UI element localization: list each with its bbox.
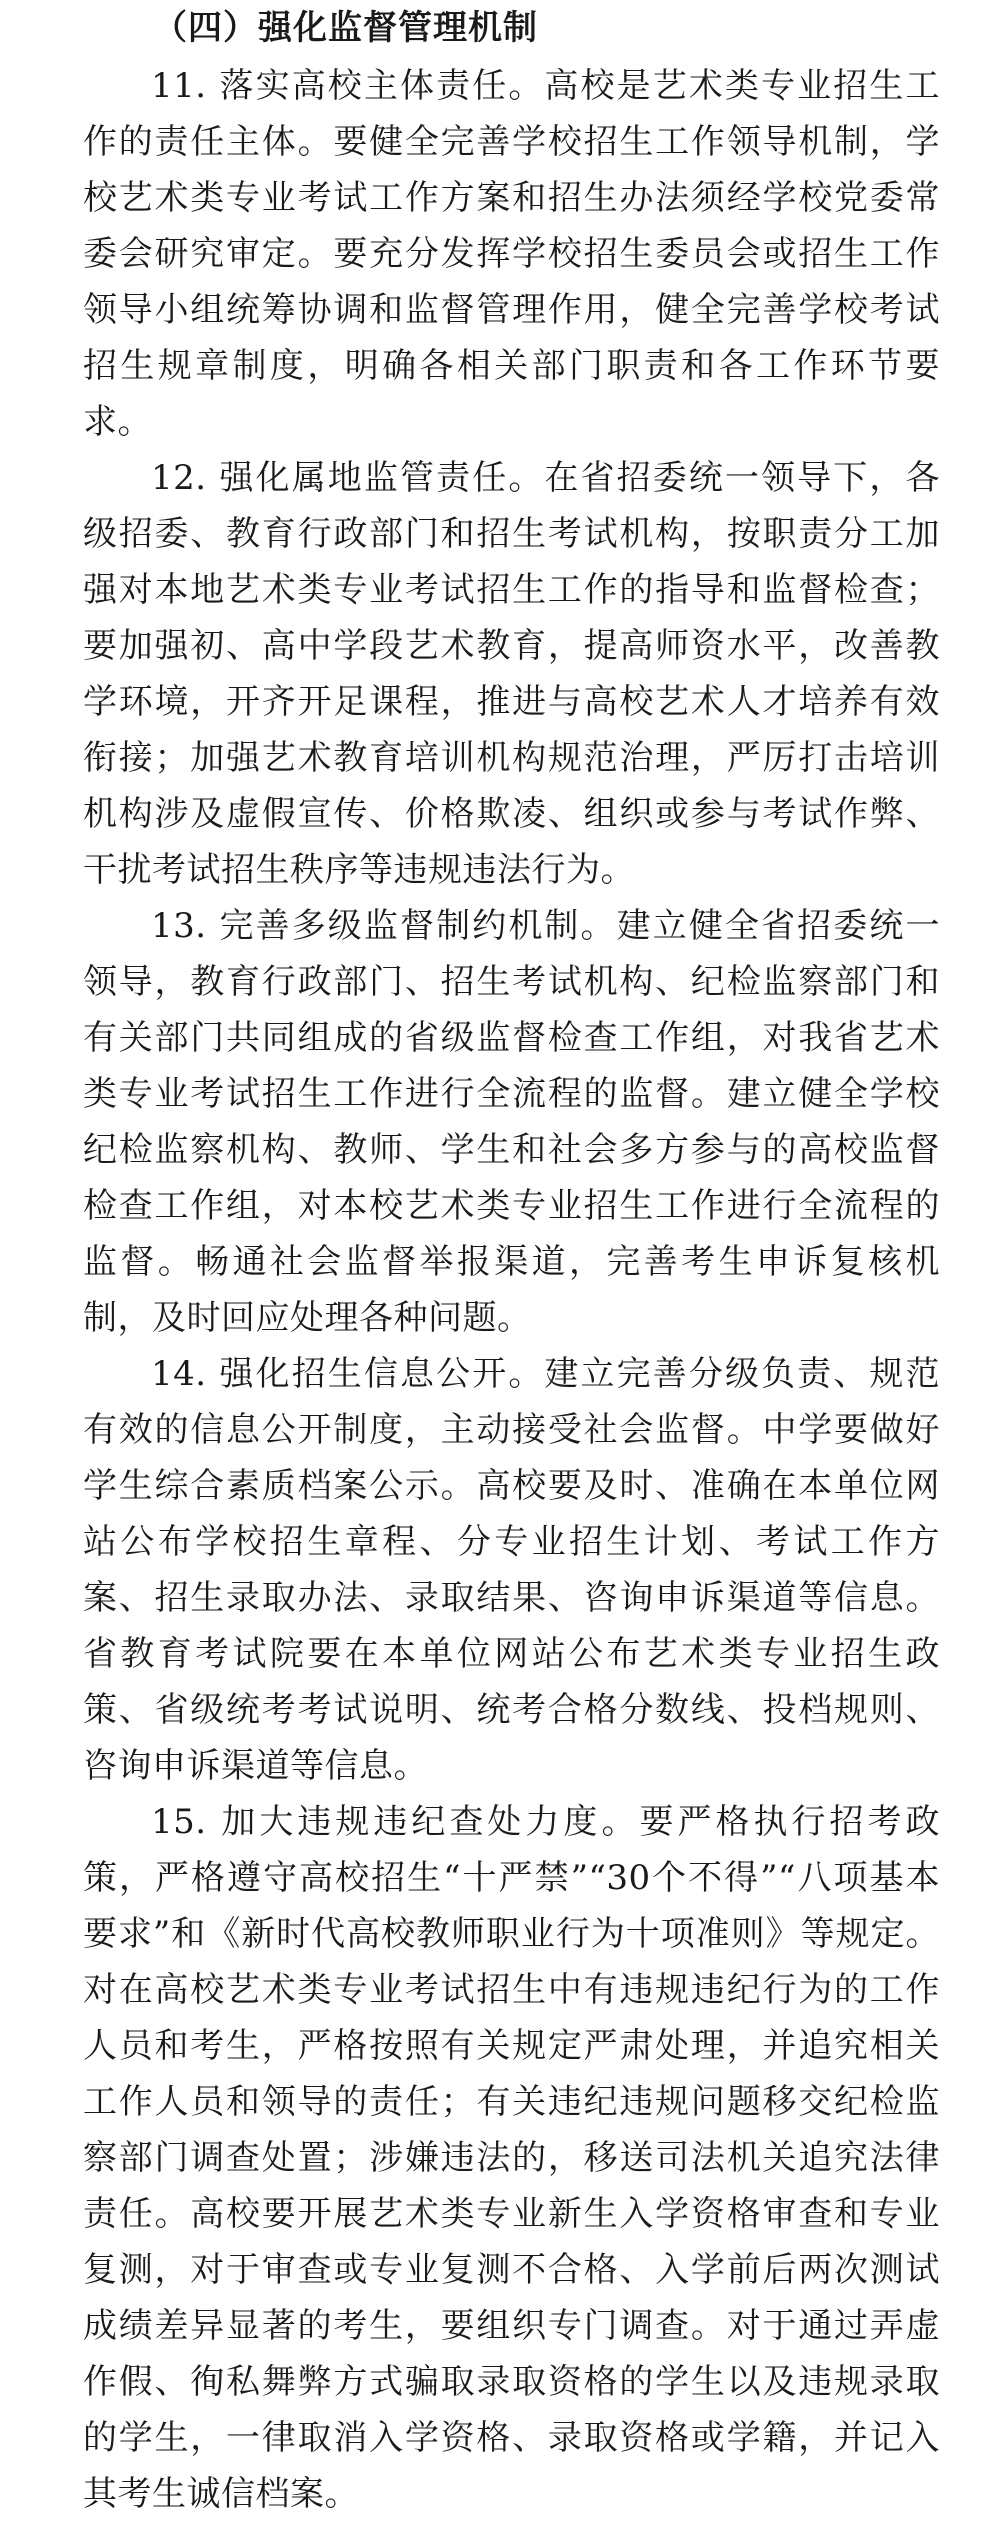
paragraph-11: 11. 落实高校主体责任。高校是艺术类专业招生工作的责任主体。要健全完善学校招生工作领导机制，学校艺术类专业考试工作方案和招生办法须经学校党委常委会研究审定。要充分发挥学校招生委员会或招生工作领导小组统筹协调和监督管理作用，健全完善学校考试招生规章制度，明确各相关部门职责和各工作环节要求。 xyxy=(83,66,940,442)
section-heading: （四）强化监督管理机制 xyxy=(153,8,538,48)
paragraph-14: 14. 强化招生信息公开。建立完善分级负责、规范有效的信息公开制度，主动接受社会监督。中学要做好学生综合素质档案公示。高校要及时、准确在本单位网站公布学校招生章程、分专业招生计划、考试工作方案、招生录取办法、录取结果、咨询申诉渠道等信息。省教育考试院要在本单位网站公布艺术类专业招生政策、省级统考考试说明、统考合格分数线、投档规则、咨询申诉渠道等信息。 xyxy=(83,1354,940,1786)
paragraph-15: 15. 加大违规违纪查处力度。要严格执行招考政策，严格遵守高校招生“十严禁”“30个不得”“八项基本要求”和《新时代高校教师职业行为十项准则》等规定。对在高校艺术类专业考试招生中有违规违纪行为的工作人员和考生，严格按照有关规定严肃处理，并追究相关工作人员和领导的责任；有关违纪违规问题移交纪检监察部门调查处置；涉嫌违法的，移送司法机关追究法律责任。高校要开展艺术类专业新生入学资格审查和专业复测，对于审查或专业复测不合格、入学前后两次测试成绩差异显著的考生，要组织专门调查。对于通过弄虚作假、徇私舞弊方式骗取录取资格的学生以及违规录取的学生，一律取消入学资格、录取资格或学籍，并记入其考生诚信档案。 xyxy=(83,1802,940,2514)
paragraph-13: 13. 完善多级监督制约机制。建立健全省招委统一领导，教育行政部门、招生考试机构、纪检监察部门和有关部门共同组成的省级监督检查工作组，对我省艺术类专业考试招生工作进行全流程的监督。建立健全学校纪检监察机构、教师、学生和社会多方参与的高校监督检查工作组，对本校艺术类专业招生工作进行全流程的监督。畅通社会监督举报渠道，完善考生申诉复核机制，及时回应处理各种问题。 xyxy=(83,906,940,1338)
paragraph-12: 12. 强化属地监管责任。在省招委统一领导下，各级招委、教育行政部门和招生考试机构，按职责分工加强对本地艺术类专业考试招生工作的指导和监督检查；要加强初、高中学段艺术教育，提高师资水平，改善教学环境，开齐开足课程，推进与高校艺术人才培养有效衔接；加强艺术教育培训机构规范治理，严厉打击培训机构涉及虚假宣传、价格欺凌、组织或参与考试作弊、干扰考试招生秩序等违规违法行为。 xyxy=(83,458,940,890)
